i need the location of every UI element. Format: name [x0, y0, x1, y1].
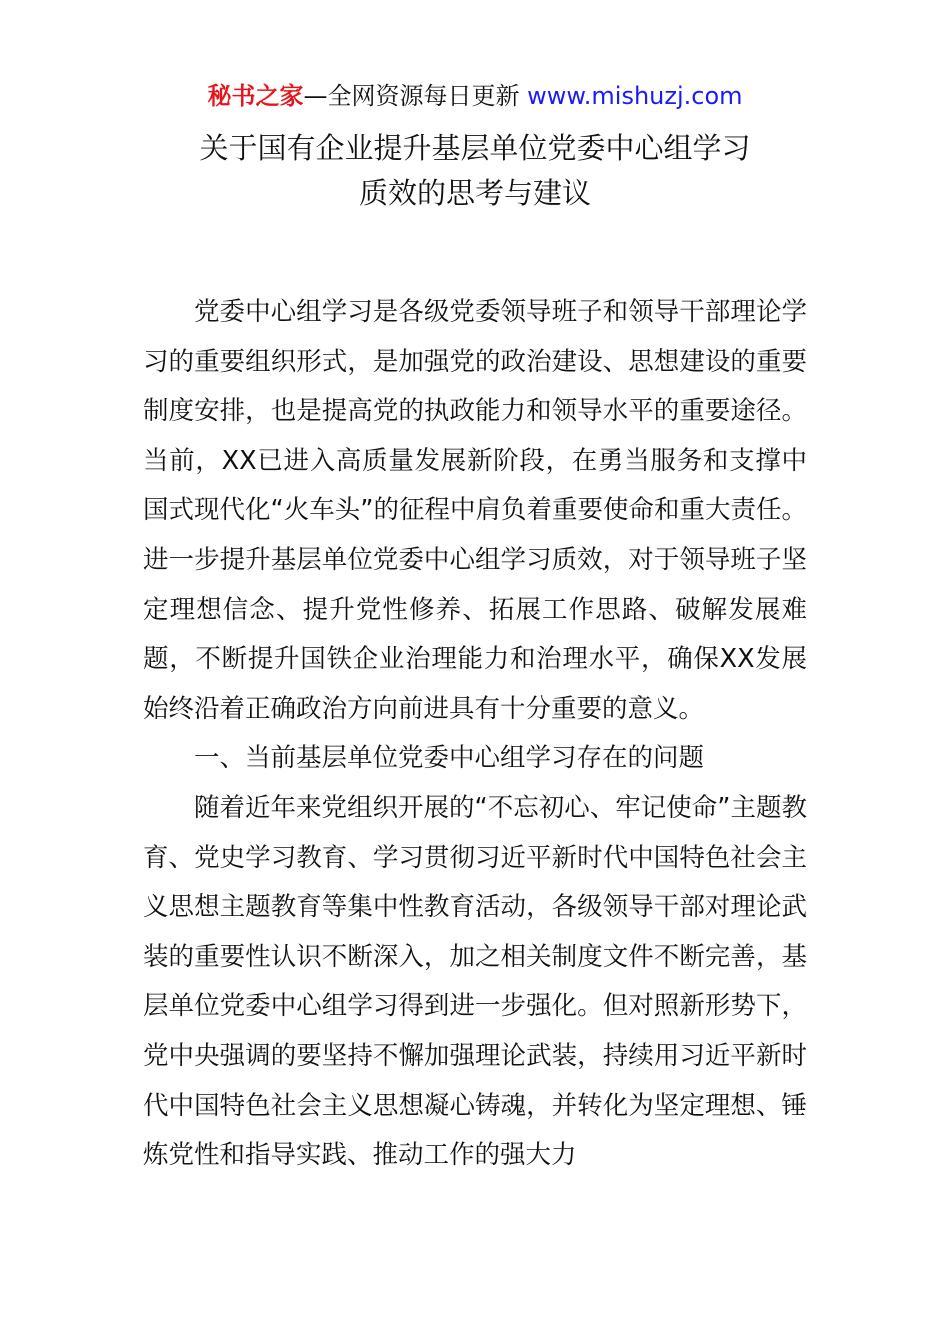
header-tagline: —全网资源每日更新 — [303, 82, 528, 110]
title-line-2: 质效的思考与建议 — [358, 176, 591, 210]
header-url-link[interactable]: www.mishuzj.com — [527, 82, 743, 110]
header-brand: 秘书之家 — [207, 82, 304, 110]
site-header — [143, 80, 807, 112]
section-1-paragraph: 随着近年来党组织开展的“不忘初心、牢记使命”主题教育、党史学习教育、学习贯彻习近平新时代中国特色社会主义思想主题教育等集中性教育活动，各级领导干部对理论武装的重要性认识不断深入，加之相关制度文件不断完善，基层单位党委中心组学习得到进一步强化。但对照新形势下，党中央强调的要坚持不懈加强理论武装，持续用习近平新时代中国特色社会主义思想凝心铸魂，并转化为坚定理想、锤炼党性和指导实践、推动工作的强大力 — [143, 792, 807, 1171]
title-line-1: 关于国有企业提升基层单位党委中心组学习 — [199, 131, 751, 165]
intro-paragraph: 党委中心组学习是各级党委领导班子和领导干部理论学习的重要组织形式，是加强党的政治建设、思想建设的重要制度安排，也是提高党的执政能力和领导水平的重要途径。当前，XX已进入高质量发展新阶段，在勇当服务和支撑中国式现代化“火车头”的征程中肩负着重要使命和重大责任。进一步提升基层单位党委中心组学习质效，对于领导班子坚定理想信念、提升党性修养、拓展工作思路、破解发展难题，不断提升国铁企业治理能力和治理水平，确保XX发展始终沿着正确政治方向前进具有十分重要的意义。 — [143, 297, 807, 724]
document-title — [143, 126, 807, 216]
section-heading-1: 一、当前基层单位党委中心组学习存在的问题 — [194, 743, 705, 774]
document-body — [143, 288, 807, 1181]
